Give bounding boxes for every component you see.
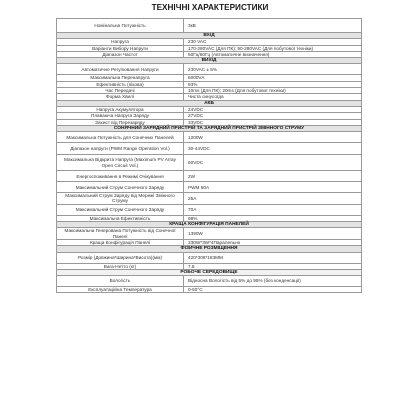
spec-label: Номінальна Потужність — [57, 19, 184, 33]
spec-value: 1390W — [184, 228, 362, 240]
spec-value: 24VDC — [184, 106, 362, 112]
spec-value: 10ms (Для ПК); 20ms (Для побутової техніки) — [184, 88, 362, 94]
spec-label: Максимальна Відкрита Напруга (Maximum PV Array Open Circuit Vol.) — [57, 155, 184, 171]
section-title: АКБ — [57, 100, 362, 106]
spec-label: Плаваюча Напруга Заряду — [57, 113, 184, 119]
spec-value: 30-44VDC — [184, 143, 362, 155]
section-title: РОБОЧЕ СЕРЕДОВИЩЕ — [57, 269, 362, 275]
spec-label: Максимальний Струм Заряду від Мережі Змінного Струму — [57, 193, 184, 205]
section-title: СОНЯЧНИЙ ЗАРЯДНИЙ ПРИСТРІЙ ТА ЗАРЯДНИЙ ПРИСТРІЙ ЗМІННОГО СТРУМУ — [57, 125, 362, 131]
spec-row — [57, 193, 362, 205]
spec-value: 7.8 — [184, 263, 362, 269]
spec-value: 230 VAC — [184, 39, 362, 45]
spec-value: 27VDC — [184, 113, 362, 119]
spec-value: 60VDC — [184, 155, 362, 171]
spec-value: 2W — [184, 171, 362, 182]
page-title: ТЕХНІЧНІ ХАРАКТЕРИСТИКИ — [151, 3, 269, 12]
spec-label: Напруга Акумулятора — [57, 106, 184, 112]
spec-label: Час Передачі — [57, 88, 184, 94]
spec-value: 1200W — [184, 132, 362, 143]
section-title: ВИХІД — [57, 58, 362, 64]
spec-label: Максимальний Струм Сонячного Заряду — [57, 182, 184, 193]
spec-label: Форма Хвилі — [57, 94, 184, 100]
spec-row — [57, 64, 362, 75]
spec-label: Діапазон Частот — [57, 51, 184, 57]
spec-row — [57, 19, 362, 33]
spec-row — [57, 132, 362, 143]
spec-row — [57, 252, 362, 263]
spec-label: Максимальна Перенапруга — [57, 75, 184, 81]
spec-value: 25A — [184, 193, 362, 205]
spec-value: PWM 50A — [184, 182, 362, 193]
spec-row — [57, 155, 362, 171]
spec-value: Чиста синусоїда — [184, 94, 362, 100]
spec-row — [57, 204, 362, 215]
section-title: ВХІД — [57, 33, 362, 39]
spec-value: 33VDC — [184, 119, 362, 125]
spec-value: 98% — [184, 215, 362, 221]
spec-label: Захист від Перезаряду — [57, 119, 184, 125]
spec-label: Автоматичне Регулювання Напруги — [57, 64, 184, 75]
spec-label: Максимальна Ефективність — [57, 215, 184, 221]
spec-label: Краща Конфігурація Панелі — [57, 239, 184, 245]
spec-label: Максимальний Струм Сонячного Заряду — [57, 204, 184, 215]
spec-label: Варіанти Вибору Напруги — [57, 45, 184, 51]
spec-value: 0-50°C — [184, 287, 362, 293]
spec-row — [57, 143, 362, 155]
spec-value: 50Гц/60Гц (Автоматичне визначення) — [184, 51, 362, 57]
spec-label: Діапазон напруги (PWM Range Operation Vol.) — [57, 143, 184, 155]
spec-value: 6000VA — [184, 75, 362, 81]
spec-label: Експлуатаційна Температура — [57, 287, 184, 293]
spec-value: 330W*3W*4Паралельно — [184, 239, 362, 245]
section-title: КРАЩА КОНФІГУРАЦІЯ ПАНЕЛЕЙ — [57, 222, 362, 228]
spec-row — [57, 287, 362, 293]
spec-label: Ефективність (пікова) — [57, 81, 184, 87]
spec-value: 70A — [184, 204, 362, 215]
spec-label: Енергоспоживання в Режимі Очікування — [57, 171, 184, 182]
specifications-table — [56, 18, 362, 293]
spec-value: 170-280VAC (Для ПК); 90-280VAC (Для побутової техніки) — [184, 45, 362, 51]
spec-row — [57, 228, 362, 240]
spec-label: Вага-Нетто (кг) — [57, 263, 184, 269]
spec-label: Максимальна Потужність для Сонячних Панелей — [57, 132, 184, 143]
spec-row — [57, 276, 362, 287]
spec-value: Відносна Вологість від 5% до 95% (без конденсації) — [184, 276, 362, 287]
spec-value: 230VAC ± 5% — [184, 64, 362, 75]
spec-label: Розмір (Довжина*Ширина*Висота)(мм) — [57, 252, 184, 263]
spec-label: Вологість — [57, 276, 184, 287]
spec-label: Максимальна Генерована Потужність від Сонячної Панелі — [57, 228, 184, 240]
section-title: ФІЗИЧНЕ РОЗМІЩЕННЯ — [57, 246, 362, 252]
spec-value: 93% — [184, 81, 362, 87]
spec-value: 3кВ — [184, 19, 362, 33]
spec-row — [57, 182, 362, 193]
spec-row — [57, 171, 362, 182]
spec-label: Напруга — [57, 39, 184, 45]
specifications-table-body — [57, 19, 362, 293]
spec-value: 420*308*183MM — [184, 252, 362, 263]
